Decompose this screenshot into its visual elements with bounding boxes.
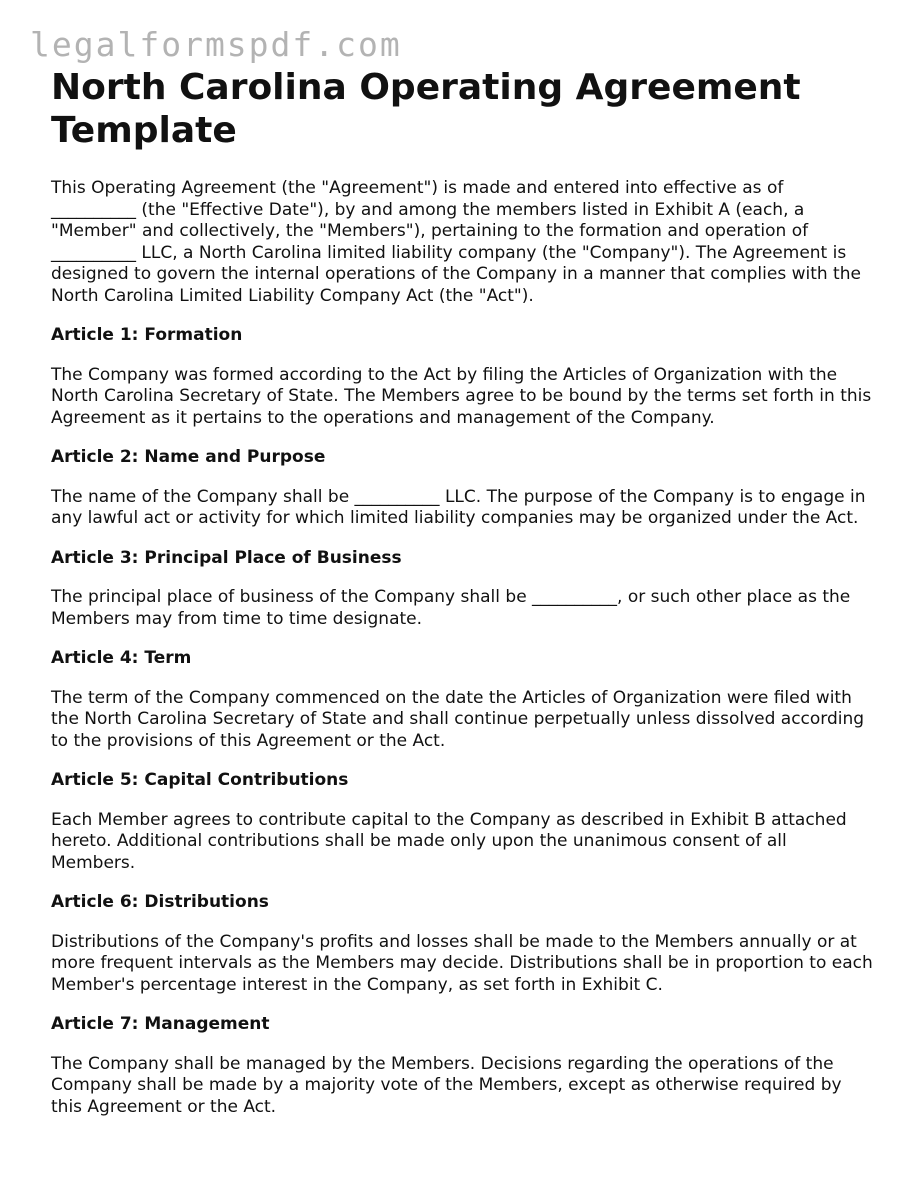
article-5 bbox=[51, 770, 873, 874]
article-body: The name of the Company shall be __________ LLC. The purpose of the Company is to engage in any lawful act or activity for which limited liability companies may be organized under the Act. bbox=[51, 486, 866, 528]
article-heading: Article 1: Formation bbox=[51, 325, 243, 345]
article-body: Each Member agrees to contribute capital to the Company as described in Exhibit B attached hereto. Additional contributions shall be made only upon the unanimous consent of all Members. bbox=[51, 809, 847, 873]
article-1 bbox=[51, 325, 873, 429]
article-7 bbox=[51, 1014, 873, 1118]
intro-paragraph: This Operating Agreement (the "Agreement") is made and entered into effective as of __________ (the "Effective Date"), by and among the members listed in Exhibit A (each, a "Member" and collectively, the "Members"), pertaining to the formation and operation of __________ LLC, a North Carolina limited liability company (the "Company"). The Agreement is designed to govern the internal operations of the Company in a manner that complies with the North Carolina Limited Liability Company Act (the "Act"). bbox=[51, 178, 861, 306]
article-heading: Article 5: Capital Contributions bbox=[51, 770, 349, 790]
article-6 bbox=[51, 892, 873, 996]
document-page bbox=[51, 66, 873, 1136]
document-title: North Carolina Operating Agreement Template bbox=[51, 67, 801, 151]
article-body: Distributions of the Company's profits and losses shall be made to the Members annually or at more frequent intervals as the Members may decide. Distributions shall be in proportion to each Member's percentage interest in the Company, as set forth in Exhibit C. bbox=[51, 931, 873, 995]
article-body: The principal place of business of the Company shall be __________, or such other place as the Members may from time to time designate. bbox=[51, 587, 851, 629]
article-heading: Article 7: Management bbox=[51, 1014, 270, 1034]
article-body: The Company was formed according to the Act by filing the Articles of Organization with the North Carolina Secretary of State. The Members agree to be bound by the terms set forth in this Agreement as it pertains to the operations and management of the Company. bbox=[51, 364, 872, 428]
article-heading: Article 6: Distributions bbox=[51, 892, 269, 912]
article-body: The Company shall be managed by the Members. Decisions regarding the operations of the Company shall be made by a majority vote of the Members, except as otherwise required by this Agreement or the Act. bbox=[51, 1053, 842, 1117]
article-heading: Article 4: Term bbox=[51, 648, 192, 668]
article-heading: Article 3: Principal Place of Business bbox=[51, 547, 402, 568]
article-body: The term of the Company commenced on the date the Articles of Organization were filed with the North Carolina Secretary of State and shall continue perpetually unless dissolved according to the provisions of this Agreement or the Act. bbox=[51, 687, 865, 751]
watermark: legalformspdf.com bbox=[30, 25, 402, 64]
article-2 bbox=[51, 447, 873, 530]
article-heading: Article 2: Name and Purpose bbox=[51, 447, 326, 467]
article-3 bbox=[51, 548, 873, 631]
article-4 bbox=[51, 648, 873, 752]
